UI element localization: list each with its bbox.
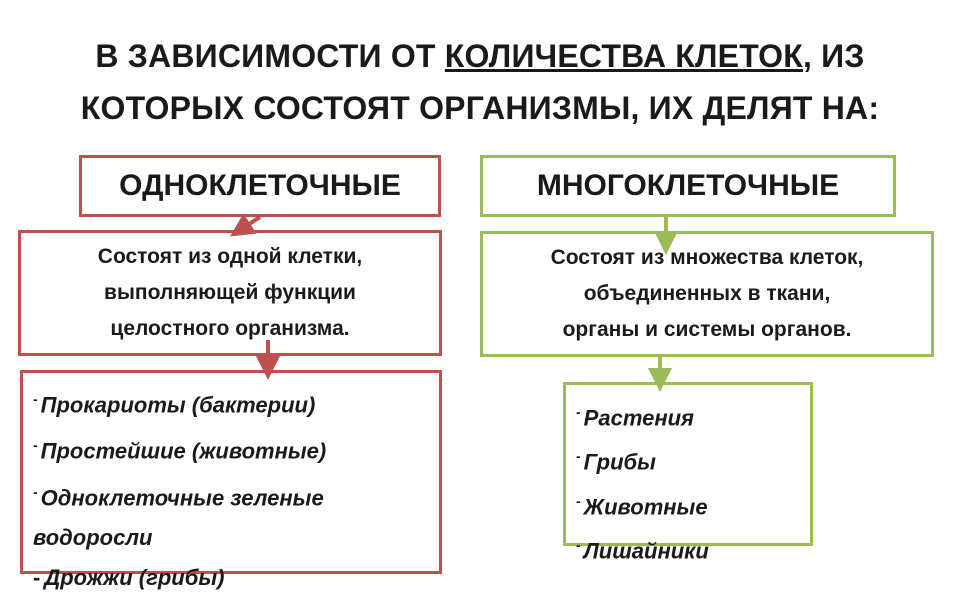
title-line-1: В ЗАВИСИМОСТИ ОТ КОЛИЧЕСТВА КЛЕТОК, ИЗ xyxy=(95,38,865,74)
list-item: - Лишайники xyxy=(576,536,709,564)
title-underlined: КОЛИЧЕСТВА КЛЕТОК xyxy=(444,38,803,74)
desc-line: Состоят из множества клеток, xyxy=(550,246,864,269)
multicellular-header: МНОГОКЛЕТОЧНЫЕ xyxy=(480,155,896,217)
list-item: - Растения xyxy=(576,404,695,431)
desc-line: объединенных в ткани, xyxy=(583,282,831,305)
list-item: - Простейшие (животные) xyxy=(33,437,327,464)
list-item: - Дрожжи (грибы) xyxy=(33,564,225,590)
desc-line: Состоят из одной клетки, xyxy=(97,245,363,268)
unicellular-header: ОДНОКЛЕТОЧНЫЕ xyxy=(79,155,441,217)
list-item: - Одноклеточные зеленые водоросли xyxy=(33,483,324,550)
desc-line: целостного организма. xyxy=(110,317,350,340)
desc-line: органы и системы органов. xyxy=(562,318,852,341)
list-item: - Прокариоты (бактерии) xyxy=(33,391,316,418)
list-item: - Животные xyxy=(576,492,708,519)
list-item: - Грибы xyxy=(576,448,656,475)
arrow-left-top xyxy=(240,217,260,230)
desc-line: выполняющей функции xyxy=(104,281,356,304)
title-line-2: КОТОРЫХ СОСТОЯТ ОРГАНИЗМЫ, ИХ ДЕЛЯТ НА: xyxy=(80,90,880,126)
